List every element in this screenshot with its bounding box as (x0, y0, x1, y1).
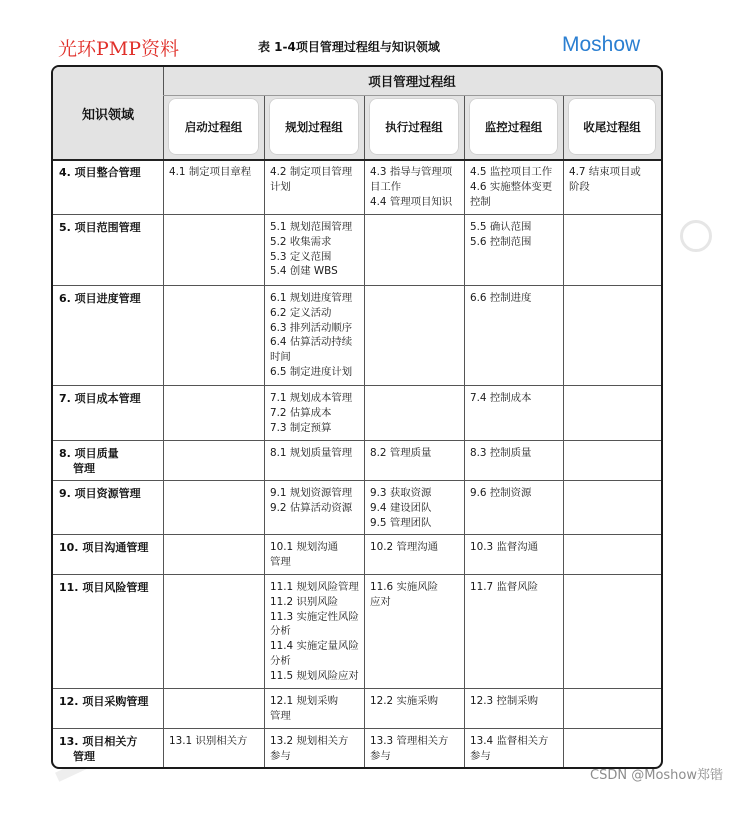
process-cell (270, 580, 359, 684)
knowledge-area-label-line: 7. 项目成本管理 (59, 392, 141, 405)
process-cell (169, 734, 247, 749)
knowledge-area-label (59, 734, 161, 764)
process-cell (470, 580, 538, 595)
process-line: 5.3 定义范围 (270, 250, 332, 263)
knowledge-area-label-line: 13. 项目相关方 (59, 735, 138, 748)
process-line: 管理 (270, 709, 291, 722)
process-cell (470, 165, 552, 209)
column-divider (163, 67, 164, 767)
process-line: 4.1 制定项目章程 (169, 166, 252, 178)
process-line: 11.3 实施定性风险 (270, 610, 359, 623)
process-line: 4.4 管理项目知识 (370, 195, 453, 208)
process-line: 阶段 (569, 180, 590, 193)
process-line: 4.6 实施整体变更 (470, 180, 553, 193)
process-line: 9.2 估算活动资源 (270, 501, 353, 514)
row-divider (53, 688, 661, 689)
column-divider (364, 95, 365, 767)
process-cell (470, 486, 531, 501)
process-line: 13.2 规划相关方 (270, 735, 349, 747)
process-line: 6.5 制定进度计划 (270, 365, 353, 378)
process-line: 应对 (370, 595, 391, 608)
process-line: 10.1 规划沟通 (270, 541, 339, 553)
process-cell (270, 540, 338, 570)
process-line: 4.5 监控项目工作 (470, 166, 553, 178)
knowledge-area-label-line: 4. 项目整合管理 (59, 166, 141, 179)
process-line: 10.2 管理沟通 (370, 541, 439, 553)
process-cell (470, 291, 531, 306)
process-line: 13.4 监督相关方 (470, 735, 549, 747)
process-line: 13.1 识别相关方 (169, 735, 248, 747)
knowledge-area-label (59, 291, 161, 306)
row-divider (53, 728, 661, 729)
knowledge-area-label-line: 管理 (73, 750, 95, 763)
process-line: 计划 (270, 180, 291, 193)
process-line: 6.4 估算活动持续 (270, 336, 353, 349)
process-cell (270, 391, 352, 435)
csdn-watermark: CSDN @Moshow郑锴 (590, 768, 723, 783)
process-line: 6.2 定义活动 (270, 306, 332, 319)
process-line: 12.1 规划采购 (270, 695, 339, 707)
process-line: 5.1 规划范围管理 (270, 221, 353, 233)
process-line: 6.3 排列活动顺序 (270, 321, 353, 334)
process-cell (270, 734, 348, 764)
process-line: 参与 (270, 749, 291, 762)
knowledge-area-label-line: 10. 项目沟通管理 (59, 541, 149, 554)
column-divider (264, 95, 265, 767)
process-line: 7.4 控制成本 (470, 392, 532, 404)
process-line: 4.2 制定项目管理 (270, 166, 353, 178)
process-cell (270, 446, 352, 461)
row-divider (53, 385, 661, 386)
process-line: 7.1 规划成本管理 (270, 392, 353, 404)
process-line: 12.2 实施采购 (370, 695, 439, 707)
knowledge-area-label (59, 580, 161, 595)
knowledge-area-label (59, 165, 161, 180)
process-line: 11.6 实施风险 (370, 581, 439, 593)
process-cell (270, 220, 352, 279)
process-cell (370, 486, 431, 530)
process-knowledge-table (51, 65, 663, 769)
left-logo-text: 光环PMP资料 (58, 38, 180, 60)
column-divider (464, 95, 465, 767)
table-title: 表 1-4项目管理过程组与知识领域 (258, 40, 440, 54)
process-line: 参与 (470, 749, 491, 762)
process-line: 目工作 (370, 180, 402, 193)
knowledge-area-label-line: 9. 项目资源管理 (59, 487, 141, 500)
phase-header: 执行过程组 (369, 98, 459, 155)
process-line: 4.7 结束项目或 (569, 166, 641, 178)
process-cell (569, 165, 641, 195)
process-cell (470, 446, 531, 461)
knowledge-area-label (59, 220, 161, 235)
process-line: 8.1 规划质量管理 (270, 447, 353, 459)
process-line: 5.6 控制范围 (470, 235, 532, 248)
row-divider (53, 285, 661, 286)
process-line: 分析 (270, 625, 291, 638)
knowledge-area-label (59, 540, 161, 555)
process-line: 时间 (270, 351, 291, 364)
knowledge-area-label-line: 管理 (73, 462, 95, 475)
process-cell (169, 165, 251, 180)
process-cell (470, 734, 548, 764)
process-line: 9.5 管理团队 (370, 516, 432, 529)
process-line: 11.5 规划风险应对 (270, 669, 359, 682)
column-divider (563, 95, 564, 767)
process-line: 9.1 规划资源管理 (270, 487, 353, 499)
phase-header: 监控过程组 (469, 98, 558, 155)
row-divider (53, 480, 661, 481)
process-cell (470, 694, 538, 709)
faint-background-mark (680, 220, 712, 252)
process-line: 9.4 建设团队 (370, 501, 432, 514)
group-header-divider (163, 95, 661, 96)
knowledge-area-label-line: 12. 项目采购管理 (59, 695, 149, 708)
process-line: 13.3 管理相关方 (370, 735, 449, 747)
row-divider (53, 214, 661, 215)
knowledge-area-label-line: 8. 项目质量 (59, 447, 119, 460)
process-line: 6.1 规划进度管理 (270, 292, 353, 304)
process-cell (370, 580, 438, 610)
row-divider (53, 159, 661, 161)
row-divider (53, 534, 661, 535)
row-divider (53, 440, 661, 441)
knowledge-area-label (59, 694, 161, 709)
process-cell (270, 165, 352, 195)
process-line: 分析 (270, 654, 291, 667)
knowledge-area-label (59, 391, 161, 406)
process-line: 11.4 实施定量风险 (270, 640, 359, 653)
knowledge-area-label (59, 446, 161, 476)
process-line: 管理 (270, 555, 291, 568)
process-line: 7.3 制定预算 (270, 421, 332, 434)
row-divider (53, 574, 661, 575)
right-logo-text: Moshow (562, 33, 641, 56)
process-cell (470, 391, 531, 406)
process-cell (370, 446, 431, 461)
process-group-header: 项目管理过程组 (368, 74, 456, 89)
process-line: 7.2 估算成本 (270, 406, 332, 419)
process-cell (370, 694, 438, 709)
process-line: 5.4 创建 WBS (270, 265, 338, 278)
process-line: 6.6 控制进度 (470, 292, 532, 304)
process-cell (370, 734, 448, 764)
process-line: 11.7 监督风险 (470, 581, 539, 593)
knowledge-area-header: 知识领域 (81, 107, 134, 123)
process-line: 8.3 控制质量 (470, 447, 532, 459)
phase-header: 启动过程组 (168, 98, 259, 155)
process-cell (470, 220, 531, 250)
process-cell (270, 486, 352, 516)
process-line: 8.2 管理质量 (370, 447, 432, 459)
process-line: 9.6 控制资源 (470, 487, 532, 499)
phase-header: 收尾过程组 (568, 98, 656, 155)
knowledge-area-label-line: 6. 项目进度管理 (59, 292, 141, 305)
process-cell (370, 540, 438, 555)
process-line: 5.5 确认范围 (470, 221, 532, 233)
knowledge-area-label-line: 5. 项目范围管理 (59, 221, 141, 234)
knowledge-area-label-line: 11. 项目风险管理 (59, 581, 149, 594)
process-line: 4.3 指导与管理项 (370, 166, 453, 178)
process-line: 11.1 规划风险管理 (270, 581, 359, 593)
process-line: 参与 (370, 749, 391, 762)
process-cell (270, 291, 352, 380)
process-line: 9.3 获取资源 (370, 487, 432, 499)
process-line: 12.3 控制采购 (470, 695, 539, 707)
process-line: 控制 (470, 195, 491, 208)
process-line: 11.2 识别风险 (270, 595, 339, 608)
process-line: 5.2 收集需求 (270, 235, 332, 248)
knowledge-area-label (59, 486, 161, 501)
phase-header: 规划过程组 (269, 98, 359, 155)
process-cell (470, 540, 538, 555)
process-cell (370, 165, 452, 209)
process-cell (270, 694, 338, 724)
process-line: 10.3 监督沟通 (470, 541, 539, 553)
